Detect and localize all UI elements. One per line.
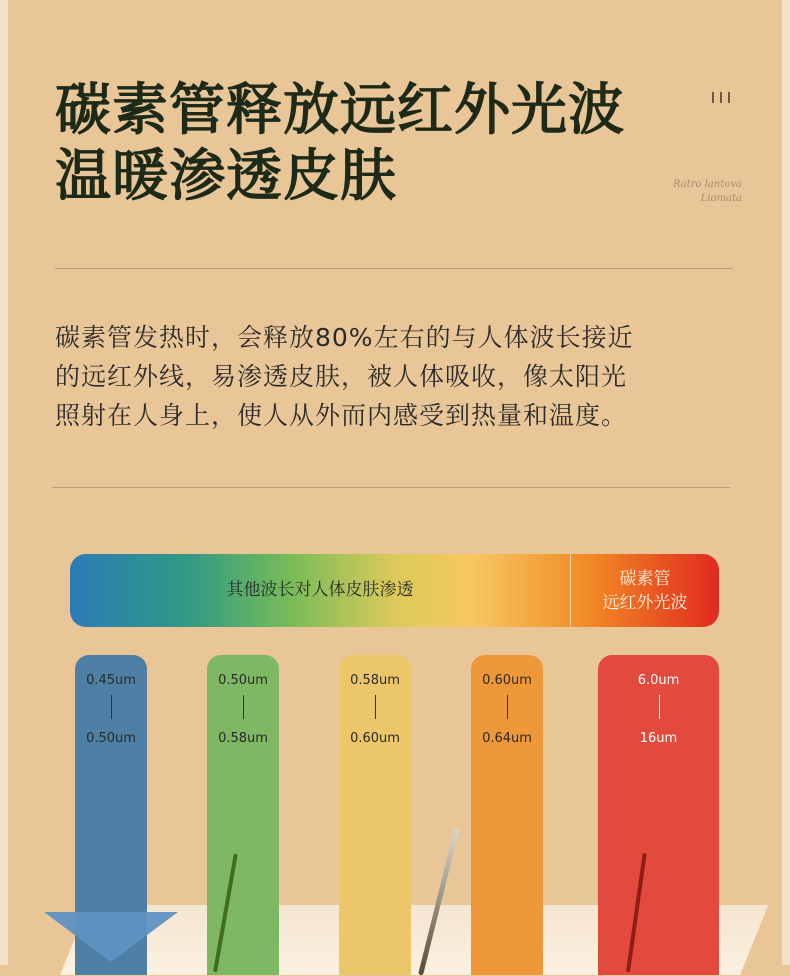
wavelength-to: 0.50um [86, 731, 136, 746]
wavelength-from: 0.45um [86, 673, 136, 688]
divider-top [55, 268, 733, 269]
page-title [55, 78, 625, 210]
spectrum-right-label [571, 567, 719, 615]
range-separator [111, 695, 112, 719]
arrow-down-icon [44, 912, 178, 962]
wavelength-from: 0.50um [218, 673, 268, 688]
description-line-2: 的远红外线，易渗透皮肤，被人体吸收，像太阳光 [55, 362, 628, 391]
wavelength-to: 0.58um [218, 731, 268, 746]
left-edge [0, 0, 8, 965]
wavelength-bar-red [598, 655, 719, 975]
divider-bottom [52, 487, 730, 488]
description-line-3: 照射在人身上，使人从外而内感受到热量和温度。 [55, 401, 628, 430]
range-separator [507, 695, 508, 719]
wavelength-from: 0.60um [482, 673, 532, 688]
wavelength-to: 16um [639, 731, 678, 746]
script-line-2: Liomata [700, 193, 742, 204]
decorative-bars-icon [712, 88, 736, 100]
wavelength-from: 0.58um [350, 673, 400, 688]
title-line-1: 碳素管释放远红外光波 [55, 78, 625, 143]
title-line-2: 温暖渗透皮肤 [55, 144, 397, 209]
range-separator [375, 695, 376, 719]
right-edge [782, 0, 790, 965]
description-line-1: 碳素管发热时，会释放80%左右的与人体波长接近 [55, 323, 634, 352]
description-text [55, 318, 725, 435]
wavelength-bar-green [207, 655, 279, 975]
range-separator [659, 695, 660, 719]
wavelength-bar-yellow [339, 655, 411, 975]
spectrum-left-label: 其他波长对人体皮肤渗透 [226, 580, 414, 600]
wavelength-to: 0.60um [350, 731, 400, 746]
decorative-script [652, 178, 742, 206]
wavelength-from: 6.0um [637, 673, 680, 688]
spectrum-right-line-2: 远红外光波 [602, 593, 688, 613]
wavelength-to: 0.64um [482, 731, 532, 746]
wavelength-bar-orange [471, 655, 543, 975]
script-line-1: Ratro lantova [673, 179, 742, 190]
range-separator [243, 695, 244, 719]
spectrum-banner [70, 554, 719, 627]
spectrum-right-line-1: 碳素管 [619, 569, 671, 589]
